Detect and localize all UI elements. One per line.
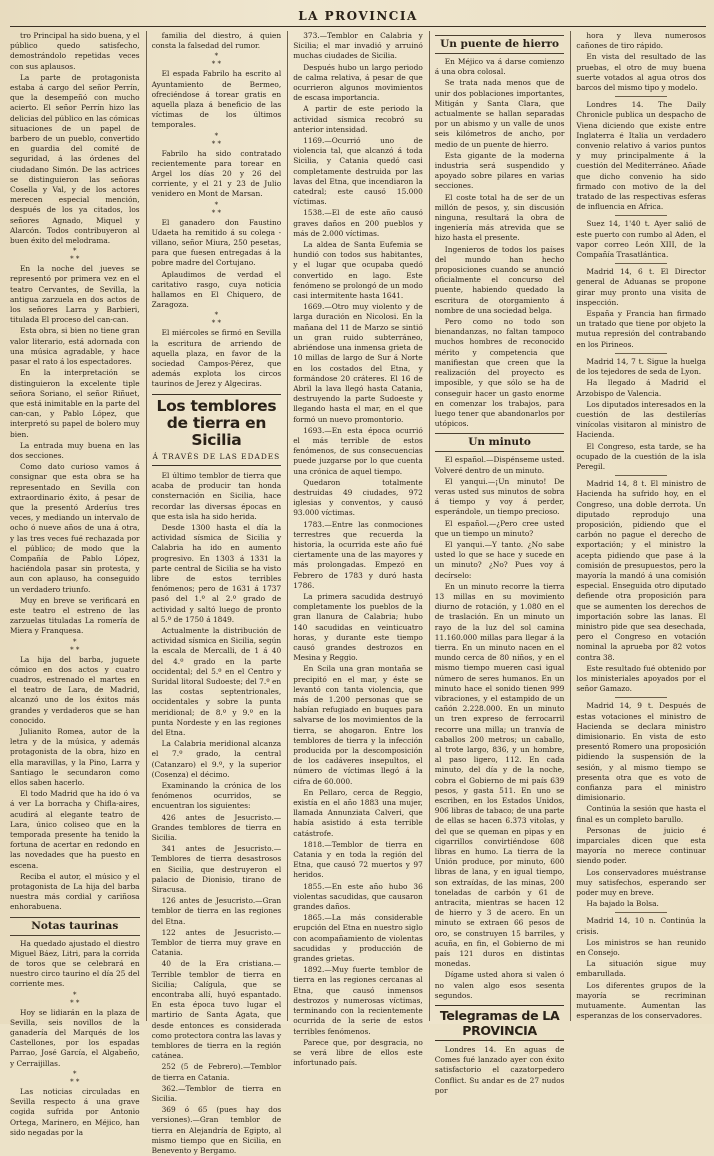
column-1 xyxy=(10,31,140,1137)
separator-ornament: * * * xyxy=(211,52,221,69)
separator-ornament: * * * xyxy=(211,200,221,217)
paragraph: La aldea de Santa Eufemia se hundió con todos sus habitantes, y el lugar que ocupaba quedó convertido en lago. Este fenómeno se prolongó de un modo casi intermitente hasta 1641. xyxy=(293,240,423,301)
section-title-minuto: Un minuto xyxy=(435,433,565,452)
paragraph: El todo Madrid que ha ido ó va á ver La borracha y Chifla-aires, acudirá al elegante teatro de Lara, único coliseo que en la temporada presente ha tenido la fortuna de acertar en redondo en las novedades que ha puesto en escena. xyxy=(10,789,140,870)
paragraph: En Pellaro, cerca de Reggio, existía en el año 1883 una mujer, llamada Annunziata Calveri, que había asistido á esta terrible catástrofe. xyxy=(293,787,423,838)
paragraph: Madrid 14, 10 n. Continúa la crisis. xyxy=(576,916,706,936)
paragraph: Personas de juicio é imparciales dicen que esta mayoría no merece continuar siendo poder. xyxy=(576,825,706,866)
separator-ornament: * * * xyxy=(211,311,221,328)
paragraph: Esta obra, si bien no tiene gran valor literario, está adornada con una música agradable, y hace pasar el rato á los espectadores. xyxy=(10,326,140,367)
article-subtitle: Á TRAVÉS DE LAS EDADES xyxy=(152,452,282,466)
paragraph: Parece que, por desgracia, no se verá libre de ellos este infortunado país. xyxy=(293,1037,423,1068)
separator-ornament: * * * xyxy=(70,247,80,264)
paragraph: Madrid 14, 7 t. Sigue la huelga de los tejedores de seda de Lyon. xyxy=(576,356,706,377)
paragraph: Esta gigante de la moderna industria será suspendido y apoyado sobre pilares en varias secciones. xyxy=(434,150,565,191)
paragraph: 1693.—En esta época ocurrió el más terrible de estos fenómenos, de sus consecuencias puede juzgarse por lo que cuenta una crónica de aquel tiempo. xyxy=(293,425,423,476)
paragraph: Aplaudimos de verdad el caritativo rasgo, cuya noticia hallamos en El Chiquero, de Zaragoza. xyxy=(151,269,282,310)
separator-ornament: * * * xyxy=(70,637,80,654)
paragraph: Madrid 14, 6 t. El Director general de Aduanas se propone girar muy pronto una visita de inspección. xyxy=(576,267,706,307)
paragraph: Examinando la crónica de los fenómenos ocurridos, se encuentran los siguientes: xyxy=(151,780,282,811)
section-title-telegramas: Telegramas de LA PROVINCIA xyxy=(435,1005,565,1041)
paragraph: Los diputados interesados en la cuestión de las destilerías vinícolas visitaron al ministro de Hacienda. xyxy=(576,399,706,440)
paragraph: En vista del resultado de las pruebas, el otro de muy buena suerte votados al agua otros dos barcos del mismo tipo y modelo. xyxy=(576,52,706,93)
paragraph: Después hubo un largo periodo de calma relativa, á pesar de que ocurrieron algunos movimientos de escasa importancia. xyxy=(293,62,423,103)
paragraph: El Congreso, esta tarde, se ha ocupado de la cuestión de la isla Peregil. xyxy=(576,441,706,471)
paragraph: 426 antes de Jesucristo.—Grandes temblores de tierra en Sicilia. xyxy=(151,812,282,842)
paragraph: El yanqui.—¡Un minuto! De veras usted sus minutos de sobra á tiempo y voy á perder, esperándole, un tiempo precioso. xyxy=(434,476,565,517)
newspaper-title: LA PROVINCIA xyxy=(298,9,418,23)
paragraph: 1538.—El de este año causó graves daños en 200 pueblos y más de 2.000 víctimas. xyxy=(293,208,423,238)
divider xyxy=(615,475,667,476)
divider xyxy=(615,96,667,97)
paragraph: Continúa la sesión que hasta el final es un completo barullo. xyxy=(576,804,706,824)
paragraph: 126 antes de Jesucristo.—Gran temblor de tierra en las regiones del Etna. xyxy=(151,896,282,926)
paragraph: 1865.—La más considerable erupción del Etna en nuestro siglo con acompañamiento de violentas sacudidas y producción de grandes grietas. xyxy=(293,913,423,964)
columns xyxy=(10,31,706,1156)
paragraph: El español.—¿Pero cree usted que un tiempo un minuto? xyxy=(434,518,565,538)
article-title-temblores: Los temblores de tierra en Sicilia xyxy=(152,394,282,449)
paragraph: España y Francia han firmado un tratado que tiene por objeto la mutua represión del contrabando en los Pirineos. xyxy=(576,309,706,349)
paragraph: En Scila una gran montaña se precipitó en el mar, y éste se levantó con tanta violencia, que más de 1.200 personas que se habían refugiado en buques para salvarse de los movimientos de la tierra, se ahogaron. Entre los temblores de tierra y la infección producida por la descomposición de los cadáveres insepultos, el número de víctimas llegó á la cifra de 60.000. xyxy=(293,664,423,786)
paragraph: 362.—Temblor de tierra en Sicilia. xyxy=(151,1083,282,1104)
paragraph: Ha quedado ajustado el diestro Miguel Báez, Litri, para la corrida de toros que se celebrará en nuestro circo taurino el día 25 del corriente mes. xyxy=(10,938,140,989)
paragraph: El último temblor de tierra que acaba de producir tan honda consternación en Sicilia, hace recordar las diversas épocas en que esta isla ha sido herida. xyxy=(151,470,282,521)
separator-ornament: * * * xyxy=(70,1069,80,1086)
divider xyxy=(615,263,667,264)
paragraph: Muy en breve se verificará en este teatro el estreno de las zarzuelas tituladas La romería de Miera y Franquesa. xyxy=(10,595,140,636)
paragraph: Los ministros se han reunido en Consejo. xyxy=(576,937,706,958)
paragraph: 1669.—Otro muy violento y de larga duración en Nicolosi. En la mañana del 11 de Marzo se sintió un gran ruido subterráneo, abriéndose una inmensa grieta de 10 millas de largo de Sur á Norte en los costados del Etna, y formándose 20 cráteres. El 16 de Abril la lava llegó hasta Catania, destruyendo la parte Sudoeste y llegando hasta el mar, en el que formó un nuevo promontorio. xyxy=(293,302,423,424)
paragraph: Londres 14. The Daily Chronicle publica un despacho de Viena diciendo que existe entre Inglaterra é Italia un verdadero convenio relativo á varios puntos y muy principalmente á la cuestión del Mediterráneo. Añade que dicho convenio ha sido firmado con motivo de la del tratado de las respectivas esferas de influencia en Africa. xyxy=(576,100,706,212)
paragraph: El espada Fabrilo ha escrito al Ayuntamiento de Bermeo, ofreciéndose á torear gratis en aquella plaza á beneficio de las víctimas de los últimos temporales. xyxy=(151,69,282,130)
paragraph: Ingenieros de todos los países del mundo han hecho proposiciones cuando se anunció oficialmente el concurso del puente, habiendo quedado la escritura de otorgamiento á nombre de una sociedad belga. xyxy=(434,244,565,315)
paragraph: 1783.—Entre las conmociones terrestres que recuerda la historia, la ocurrida este año fué ciertamente una de las mayores y más prolongadas. Empezó en Febrero de 1783 y duró hasta 1786. xyxy=(293,519,423,590)
column-4 xyxy=(429,31,565,1095)
paragraph: Los conservadores muéstranse muy satisfechos, esperando ser poder muy en breve. xyxy=(576,867,706,898)
paragraph: La parte de protagonista estaba á cargo del señor Perrín, que la desempeñó con mucho acierto. El señor Perrín hizo las delicias del público en las cómicas situaciones de un papel de barbero de un pueblo, convertido en guardia del comité de seguridad, á las órdenes del ciudadano Simón. De las actrices se distinguieron las señoras Cosella y Val, y de los actores merecen especial mención, después de los ya citados, los señores Agnado, Miquel y Alarcón. Todos contribuyeron al buen éxito del melodrama. xyxy=(10,72,140,246)
paragraph: En Méjico va á darse comienzo á una obra colosal. xyxy=(434,57,565,77)
paragraph: Las noticias circuladas en Sevilla respecto á una grave cogida sufrida por Antonio Ortega, Marinero, en Méjico, han sido negadas por la xyxy=(10,1086,140,1137)
paragraph: 1892.—Muy fuerte temblor de tierra en las regiones cercanas al Etna, que causó inmensos destrozos y numerosas víctimas, terminando con la recientemente ocurrida de la serie de estos terribles fenómenos. xyxy=(293,965,423,1036)
paragraph: El miércoles se firmó en Sevilla la escritura de arriendo de aquella plaza, en favor de la sociedad Campos-Pérez, que además explota los circos taurinos de Jerez y Algeciras. xyxy=(151,328,282,389)
paragraph: tro Principal ha sido buena, y el público quedo satisfecho, demostrándolo repetidas veces con sus aplausos. xyxy=(10,31,140,71)
paragraph: Julianito Romea, autor de la letra y de la música, y además protagonista de la obra, hizo en ella maravillas, y la Pino, Larra y Santiago le secundaron como ellos saben hacerlo. xyxy=(10,727,140,788)
paragraph: En la interpretación se distinguieron la excelente tiple señora Soriano, el señor Riñuet, que está inimitable en la parte del can-can, y Pablo López, que interpretó su papel de bolero muy bien. xyxy=(10,368,140,439)
paragraph: Reciba el autor, el músico y el protagonista de La hija del barba nuestra más cordial y cariñosa enhorabuena. xyxy=(10,871,140,912)
paragraph: 252 (5 de Febrero).—Temblor de tierra en Catania. xyxy=(151,1062,282,1082)
paragraph: Suez 14, 1'40 t. Ayer salió de este puerto con rumbo al Aden, el vapor correo León XIII, de la Compañía Trasatlántica. xyxy=(576,219,706,260)
paragraph: familia del diestro, á quien consta la falsedad del rumor. xyxy=(151,31,282,51)
paragraph: 122 antes de Jesucristo.—Temblor de tierra muy grave en Catania. xyxy=(151,927,282,958)
divider xyxy=(615,912,667,913)
paragraph: La Calabria meridional alcanza el 7.º grado, la central (Catanzaro) el 9.º, y la superior (Cosenza) el décimo. xyxy=(151,739,282,779)
paragraph: Londres 14. En aguas de Comes fué lanzado ayer con éxito satisfactorio el cazatorpedero Conflict. Su andar es de 27 nudos por xyxy=(434,1045,565,1095)
paragraph: En la noche del jueves se representó por primera vez en el teatro Cervantes, de Sevilla, la antigua zarzuela en dos actos de los señores Larra y Barbieri, titulada El proceso del can-can. xyxy=(10,264,140,325)
paragraph: Ha llegado á Madrid el Arzobispo de Valencia. xyxy=(576,378,706,398)
paragraph: Pero como no todo son bienandanzas, no faltan tampoco muchos hombres de reconocido mérito y competencia que manifiestan que creen que la realización del proyecto es imposible, y que sólo se ha de conseguir hacer un gasto enorme en comenzar los trabajos, para luego tener que abandonarlos por utópicos. xyxy=(434,317,565,429)
divider xyxy=(615,697,667,698)
paragraph: Se trata nada menos que de unir dos poblaciones importantes, Mitigán y Santa Clara, que actualmente se hallan separadas por un abismo y un valle de unos seis kilómetros de ancho, por medio de un puente de hierro. xyxy=(434,78,565,149)
column-3 xyxy=(287,31,423,1068)
paragraph: El coste total ha de ser de un millón de pesos, y, sin discusión ninguna, resultará la obra de ingeniería más atrevida que se hizo hasta el presente. xyxy=(434,192,565,243)
paragraph: La primera sacudida destruyó completamente los pueblos de la gran llanura de Calabria; hubo 140 sacudidas en veinticuatro horas, y durante este tiempo causó grandes destrozos en Mesina y Reggio. xyxy=(293,591,423,663)
paragraph: Actualmente la distribución de actividad sísmica en Sicilia, según la escala de Mercalli, de 1 á 40 del 4.º grado en la parte occidental; del 5.º en el Centro y Suridal litoral Sudoeste; del 7.º en las costas septentrionales, occidentales y sobre la punta meridional; de 8.º y 9.º en la punta Nordeste y en las regiones del Etna. xyxy=(151,625,282,737)
paragraph: 341 antes de Jesucristo.—Temblores de tierra desastrosos en Sicilia, que destruyeron el palacio de Dionisio, tirano de Siracusa. xyxy=(151,844,282,895)
page-header xyxy=(10,6,706,27)
paragraph: hora y lleva numerosos cañones de tiro rápido. xyxy=(576,31,706,51)
paragraph: Madrid 14, 8 t. El ministro de Hacienda ha sufrido hoy, en el Congreso, una doble derrota. Un diputado reprodujo una proposición, pidiendo que el carbón no pague el derecho de exportación; y el ministro la acepta pidiendo que pase á la comisión de presupuestos, pero la mayoría la mandó á una comisión especial. Enseguida otro diputado defiende otra proposición para que se aumenten los derechos de importación sobre las lanas. El ministro pide que sea desechada, pero el Congreso en votación nominal la aprueba por 82 votos contra 38. xyxy=(576,479,706,662)
section-title-notas-taurinas: Notas taurinas xyxy=(10,917,140,936)
paragraph: Los diferentes grupos de la mayoría se recriminan mutuamente. Aumentan las esperanzas de los conservadores. xyxy=(576,980,706,1021)
paragraph: La hija del barba, juguete cómico en dos actos y cuatro cuadros, estrenado el martes en el teatro de Lara, de Madrid, alcanzó uno de los éxitos más grandes y verdaderos que se han conocido. xyxy=(10,654,140,725)
paragraph: Dígame usted ahora si valen ó no valen algo esos sesenta segundos. xyxy=(434,970,565,1000)
divider xyxy=(615,215,667,216)
paragraph: El español.—Dispénseme usted. Volveré dentro de un minuto. xyxy=(434,455,565,475)
paragraph: 1169.—Ocurrió uno de violencia tal, que alcanzó á toda Sicilia, y Catania quedó casi completamente destruida por las lavas del Etna, que incendiaron la catedral; este causó 15.000 víctimas. xyxy=(293,136,423,207)
paragraph: 1855.—En este año hubo 36 violentas sacudidas, que causaron grandes daños. xyxy=(293,881,423,912)
divider xyxy=(615,353,667,354)
paragraph: Como dato curioso vamos á consignar que esta obra se ha representado en Sevilla con extraordinario éxito, á pesar de que la presentó Arderíus tres veces, y mediando un intervalo de ocho ó nueve años de una á otra, y las tres veces fué rechazada por el público; de modo que la Compañía de Pablo López, haciéndola pasar sin protesta, y aun con aplauso, ha conseguido un verdadero triunfo. xyxy=(10,462,140,594)
paragraph: La situación sigue muy embarullada. xyxy=(576,959,706,979)
paragraph: Este resultado fué obtenido por los ministeriales apoyados por el señor Gamazo. xyxy=(576,663,706,694)
separator-ornament: * * * xyxy=(211,131,221,148)
paragraph: Quedaron totalmente destruidas 49 ciudades, 972 iglesias y conventos, y causó 93.000 víctimas. xyxy=(293,477,423,518)
paragraph: Hoy se lidiarán en la plaza de Sevilla, seis novillos de la ganadería del Marqués de los Castellones, por los espadas Parrao, José García, el Algabeño, y Cerraijillas. xyxy=(10,1007,140,1068)
paragraph: El ganadero don Faustino Udaeta ha remitido á su colega - villano, señor Miura, 250 pesetas, para que fuesen entregadas á la pobre madre del Cortujano. xyxy=(151,217,282,268)
section-title-puente: Un puente de hierro xyxy=(435,35,565,54)
paragraph: La entrada muy buena en las dos secciones. xyxy=(10,440,140,460)
separator-ornament: * * * xyxy=(70,990,80,1007)
paragraph: A partir de este periodo la actividad sísmica recobró su anterior intensidad. xyxy=(293,104,423,134)
column-2 xyxy=(146,31,282,1156)
paragraph: En un minuto recorre la tierra 13 millas en su movimiento diurno de rotación, y 1.080 en el de traslación. En un minuto un rayo de la luz del sol camina 11.160.000 millas para llegar á la tierra. En un minuto nacen en el mundo cerca de 80 niños, y en el mismo tiempo mueren casi igual número de seres humanos. En un minuto hace el sonido tienen 999 vibraciones, y el estampido de un cañón 2.228.000. En un minuto un tren expreso de ferrocarril recorre una milla; un tranvía de caballos 200 metros; un caballo, al trote largo, 836, y un hombre, al paso ligero, 112. En cada minuto, del día y de la noche, cobra el Gobierno de mi país 639 pesos, y gasta 511. En uno se escriben, en los Estados Unidos, 906 libras de tabaco; de una parte de ellas se hacen 6.373 vitolas, y del que se queman en pipas y en cigarrillos convirtiéndose 608 libras en humo. La tierra de la Unión produce, por minuto, 600 libras de lana, y en igual tiempo, son extraídas, de las minas, 200 toneladas de carbón y 61 de antracita, mientras se hacen 12 de hierro y 3 de acero. En un minuto se extraen 66 pesos de oro, se construyen 15 barriles, y acuña, en fin, el Gobierno de mi país 121 duros en distintas monedas. xyxy=(434,581,565,969)
paragraph: Desde 1300 hasta el día la actividad sísmica de Sicilia y Calabria ha ido en aumento progresivo. En 1303 á 1331 la parte central de Sicilia se ha visto libre de estos terribles fenómenos; pero de 1631 á 1737 pasó del 1.º al 2.º grado de actividad y saltó luego de pronto al 5.º de 1750 á 1849. xyxy=(151,522,282,624)
column-5 xyxy=(570,31,706,1021)
paragraph: 369 ó 65 (pues hay dos versiones).—Gran temblor de tierra en Alejandría de Egipto, al mismo tiempo que en Sicilia, en Benevento y Bergamo. xyxy=(151,1105,282,1156)
paragraph: Ha bajado la Bolsa. xyxy=(586,899,659,909)
paragraph: 40 de la Era cristiana.—Terrible temblor de tierra en Sicilia; Calígula, que se encontraba allí, huyó espantado. En esta época tuvo lugar el martirio de Santa Agata, que desde entonces es considerada como protectora contra las lavas y temblores de tierra en la región catánea. xyxy=(151,959,282,1061)
paragraph: 373.—Temblor en Calabria y Sicilia; el mar invadió y arruinó muchas ciudades de Sicilia. xyxy=(293,31,423,61)
paragraph: Fabrilo ha sido contratado recientemente para torear en Argel los días 20 y 26 del corriente, y el 21 y 23 de Julio venidero en Mont de Marsan. xyxy=(151,148,282,199)
paragraph: El yanqui.—Y tanto. ¿No sabe usted lo que se hace y sucede en un minuto? ¿No? Pues voy á decírselo: xyxy=(434,539,565,580)
paragraph: Madrid 14, 9 t. Después de estas votaciones el ministro de Hacienda se declara ministro dimisionario. En vista de esto presentó Romero una proposición pidiendo la suspensión de la sesión, y al mismo tiempo se presenta otra que es voto de confianza para el ministro dimisionario. xyxy=(576,701,706,803)
paragraph: 1818.—Temblor de tierra en Catania y en toda la región del Etna, que causó 72 muertos y 97 heridos. xyxy=(293,839,423,880)
